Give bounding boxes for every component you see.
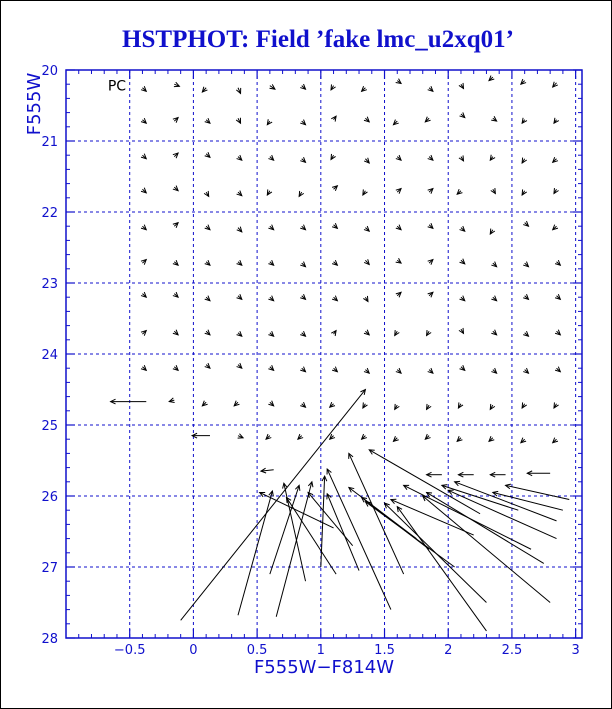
x-tick-label-5: 2 [444,643,453,658]
y-tick-label-4: 24 [41,348,58,363]
y-tick-label-8: 28 [41,632,58,647]
annotations [108,79,126,95]
x-tick-label-3: 1 [316,643,325,658]
y-tick-label-3: 23 [41,277,58,292]
annotation-label-0: PC [107,78,127,95]
x-tick-label-0: −0.5 [113,643,146,658]
y-axis-label: F555W [24,72,45,136]
y-tick-label-1: 21 [41,135,58,150]
x-tick-label-1: 0 [189,643,198,658]
y-tick-label-2: 22 [41,206,58,221]
y-tick-label-0: 20 [41,64,58,79]
y-tick-label-7: 27 [41,561,58,576]
y-tick-label-5: 25 [41,419,58,434]
x-tick-label-2: 0.5 [246,643,268,658]
y-tick-label-6: 26 [41,490,58,505]
x-tick-label-4: 1.5 [374,643,395,658]
x-axis-label: F555W−F814W [253,657,395,678]
x-tick-label-6: 2.5 [501,643,523,658]
chart-title: HSTPHOT: Field ’fake lmc_u2xq01’ [122,26,514,53]
x-tick-label-7: 3 [571,643,580,658]
